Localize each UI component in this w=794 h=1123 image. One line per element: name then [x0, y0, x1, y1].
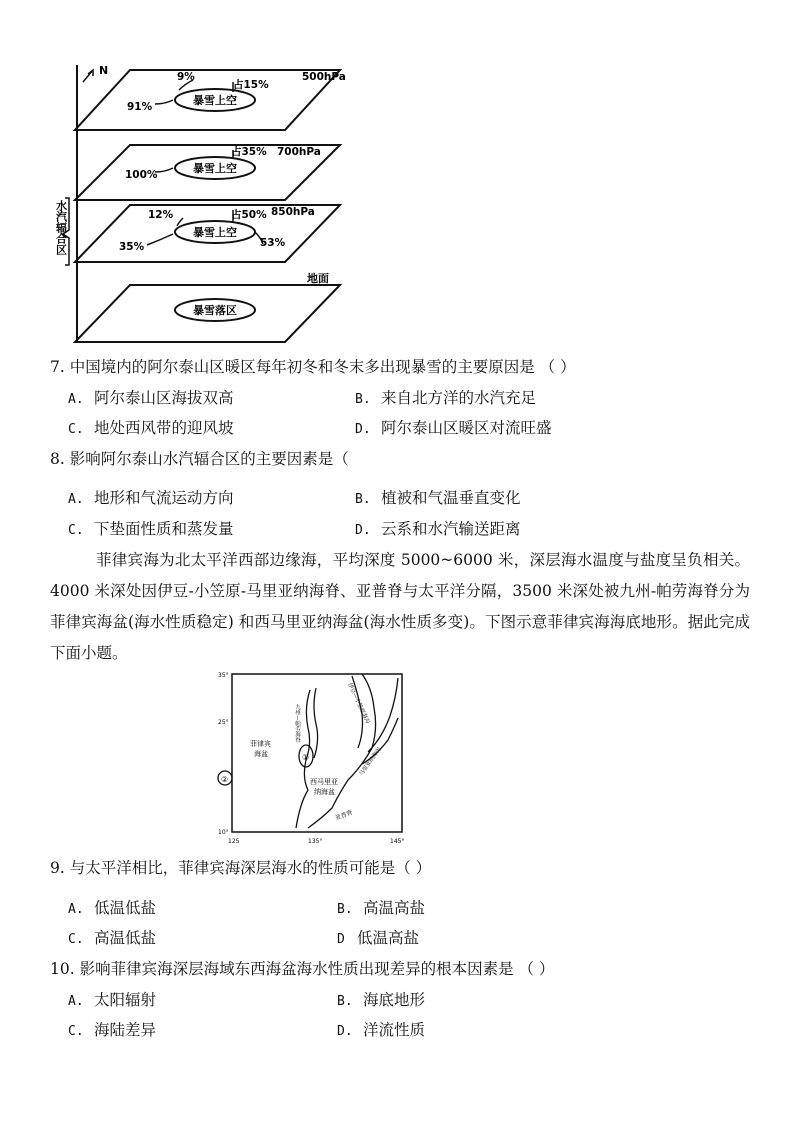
svg-text:伊豆—小笠原海沟: 伊豆—小笠原海沟 [346, 682, 371, 725]
svg-text:暴雪落区: 暴雪落区 [193, 304, 237, 317]
svg-text:35°: 35° [218, 672, 229, 679]
q8-option-d[interactable]: D. 云系和水汽输送距离 [355, 520, 521, 538]
passage: 菲律宾海为北太平洋西部边缘海，平均深度 5000~6000 米，深层海水温度与盐度呈负相关。4000 米深处因伊豆-小笠原-马里亚纳海脊、亚普脊与太平洋分隔，3500 米深处被九州-帕劳海脊分为菲律宾海盆(海水性质稳定) 和西马里亚纳海盆(海水性质多变)。下图示意菲律宾海海底地形。据此完成下面小题。 [50, 551, 750, 662]
question-8-stem: 8. 影响阿尔泰山水汽辐合区的主要因素是（ [50, 450, 349, 468]
svg-text:暴雪上空: 暴雪上空 [193, 162, 237, 175]
svg-text:占50%: 占50% [231, 209, 267, 221]
svg-text:马里亚纳海沟: 马里亚纳海沟 [358, 746, 383, 778]
svg-text:菲律宾: 菲律宾 [250, 740, 271, 748]
svg-text:135°: 135° [308, 838, 323, 845]
svg-text:91%: 91% [127, 101, 153, 113]
svg-text:暴雪上空: 暴雪上空 [193, 226, 237, 239]
question-9-stem: 9. 与太平洋相比，菲律宾海深层海水的性质可能是（ ） [50, 859, 432, 877]
side-label: 水汽辐合区 [55, 200, 68, 255]
q9-option-d[interactable]: D 低温高盐 [337, 929, 420, 947]
svg-text:海盆: 海盆 [254, 750, 268, 758]
q9-option-a[interactable]: A. 低温低盐 [68, 899, 157, 917]
svg-text:暴雪上空: 暴雪上空 [193, 94, 237, 107]
ground-label: 地面 [307, 272, 329, 285]
q8-option-b[interactable]: B. 植被和气温垂直变化 [355, 489, 521, 507]
north-label: N [99, 64, 109, 77]
question-10-stem: 10. 影响菲律宾海深层海域东西海盆海水性质出现差异的根本因素是 （ ） [50, 960, 555, 978]
svg-text:145°: 145° [390, 838, 405, 845]
q7-option-a[interactable]: A. 阿尔泰山区海拔双高 [68, 389, 234, 407]
q10-option-d[interactable]: D. 洋流性质 [337, 1021, 426, 1039]
svg-text:25°: 25° [218, 719, 229, 726]
svg-text:100%: 100% [125, 169, 158, 181]
svg-text:53%: 53% [260, 237, 286, 249]
svg-text:①: ① [302, 753, 310, 762]
question-7-stem: 7. 中国境内的阿尔泰山区暖区每年初冬和冬末多出现暴雪的主要原因是 （ ） [50, 358, 576, 376]
svg-text:纳海盆: 纳海盆 [314, 788, 335, 796]
q7-option-b[interactable]: B. 来自北方洋的水汽充足 [355, 389, 537, 407]
q10-option-a[interactable]: A. 太阳辐射 [68, 991, 157, 1009]
q7-option-d[interactable]: D. 阿尔泰山区暖区对流旺盛 [355, 419, 552, 437]
svg-text:125: 125 [228, 838, 240, 845]
svg-text:12%: 12% [148, 209, 174, 221]
layered-water-vapor-diagram [55, 60, 355, 345]
svg-text:10°: 10° [218, 829, 229, 836]
q7-option-c[interactable]: C. 地处西风带的迎风坡 [68, 419, 234, 437]
philippine-sea-floor-map [212, 668, 407, 846]
q8-option-a[interactable]: A. 地形和气流运动方向 [68, 489, 234, 507]
q8-option-c[interactable]: C. 下垫面性质和蒸发量 [68, 520, 234, 538]
svg-text:占15%: 占15% [233, 79, 269, 91]
svg-text:②: ② [221, 775, 229, 784]
svg-text:占35%: 占35% [231, 146, 267, 158]
svg-text:35%: 35% [119, 241, 145, 253]
svg-text:9%: 9% [177, 71, 195, 83]
svg-text:九州—帕劳海脊: 九州—帕劳海脊 [294, 704, 300, 743]
q10-option-b[interactable]: B. 海底地形 [337, 991, 426, 1009]
q10-option-c[interactable]: C. 海陆差异 [68, 1021, 157, 1039]
svg-text:850hPa: 850hPa [271, 206, 315, 218]
svg-text:500hPa: 500hPa [302, 71, 346, 83]
q9-option-b[interactable]: B. 高温高盐 [337, 899, 426, 917]
svg-text:700hPa: 700hPa [277, 146, 321, 158]
q9-option-c[interactable]: C. 高温低盐 [68, 929, 157, 947]
svg-text:西马里亚: 西马里亚 [310, 778, 338, 786]
svg-text:亚普脊: 亚普脊 [334, 809, 354, 822]
